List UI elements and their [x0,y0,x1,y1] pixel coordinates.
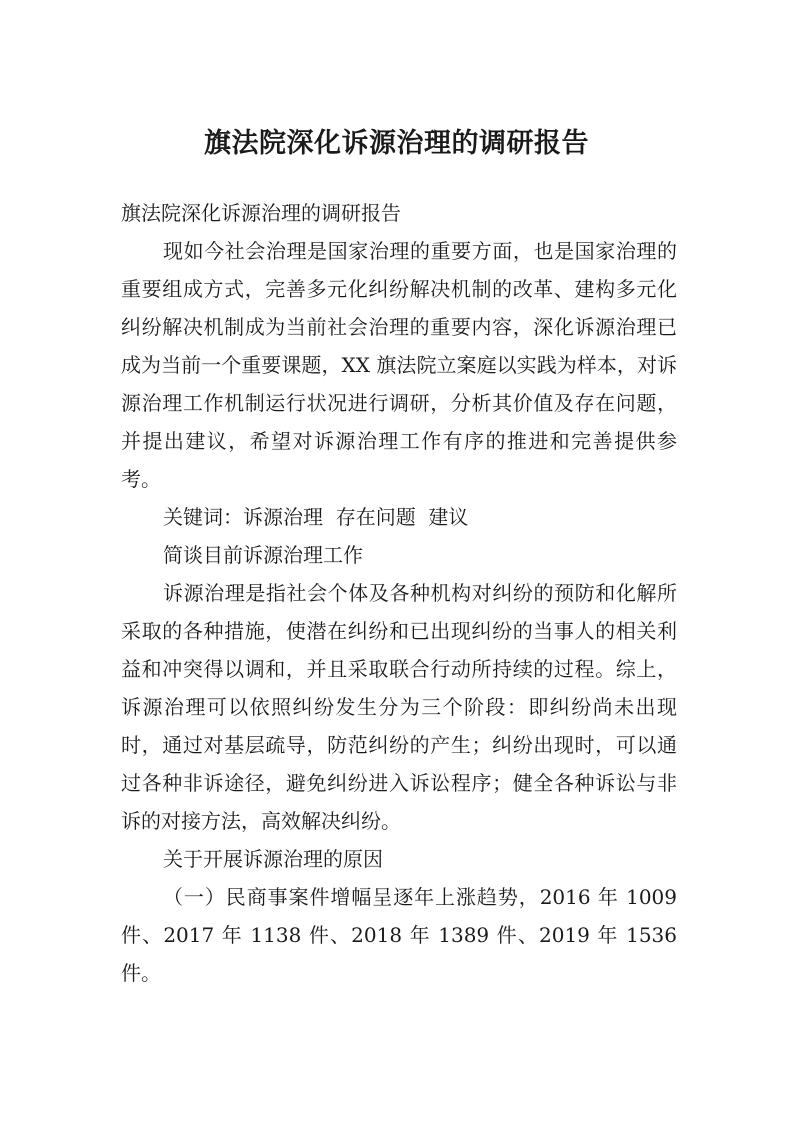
section-heading-current-work: 简谈目前诉源治理工作 [163,543,363,567]
case-statistics-paragraph: （一）民商事案件增幅呈逐年上涨趋势，2016 年 1009 件、2017 年 1138 件、2018 年 1389 件、2019 年 1536 件。 [121,885,677,985]
section-heading-reasons: 关于开展诉源治理的原因 [163,847,383,871]
report-subtitle-paragraph: 旗法院深化诉源治理的调研报告 [121,201,401,225]
intro-paragraph: 现如今社会治理是国家治理的重要方面，也是国家治理的重要组成方式，完善多元化纠纷解决机制的改革、建构多元化纠纷解决机制成为当前社会治理的重要内容，深化诉源治理已成为当前一个重要课题，XX 旗法院立案庭以实践为样本，对诉源治理工作机制运行状况进行调研，分析其价值及存在问题，并提出建议，希望对诉源治理工作有序的推进和完善提供参考。 [121,239,677,491]
definition-paragraph: 诉源治理是指社会个体及各种机构对纠纷的预防和化解所采取的各种措施，使潜在纠纷和已出现纠纷的当事人的相关利益和冲突得以调和，并且采取联合行动所持续的过程。综上，诉源治理可以依照纠纷发生分为三个阶段：即纠纷尚未出现时，通过对基层疏导，防范纠纷的产生；纠纷出现时，可以通过各种非诉途径，避免纠纷进入诉讼程序；健全各种诉讼与非诉的对接方法，高效解决纠纷。 [121,581,677,833]
keywords-paragraph: 关键词：诉源治理 存在问题 建议 [163,505,469,529]
document-title: 旗法院深化诉源治理的调研报告 [204,128,589,159]
document-body [121,194,677,992]
